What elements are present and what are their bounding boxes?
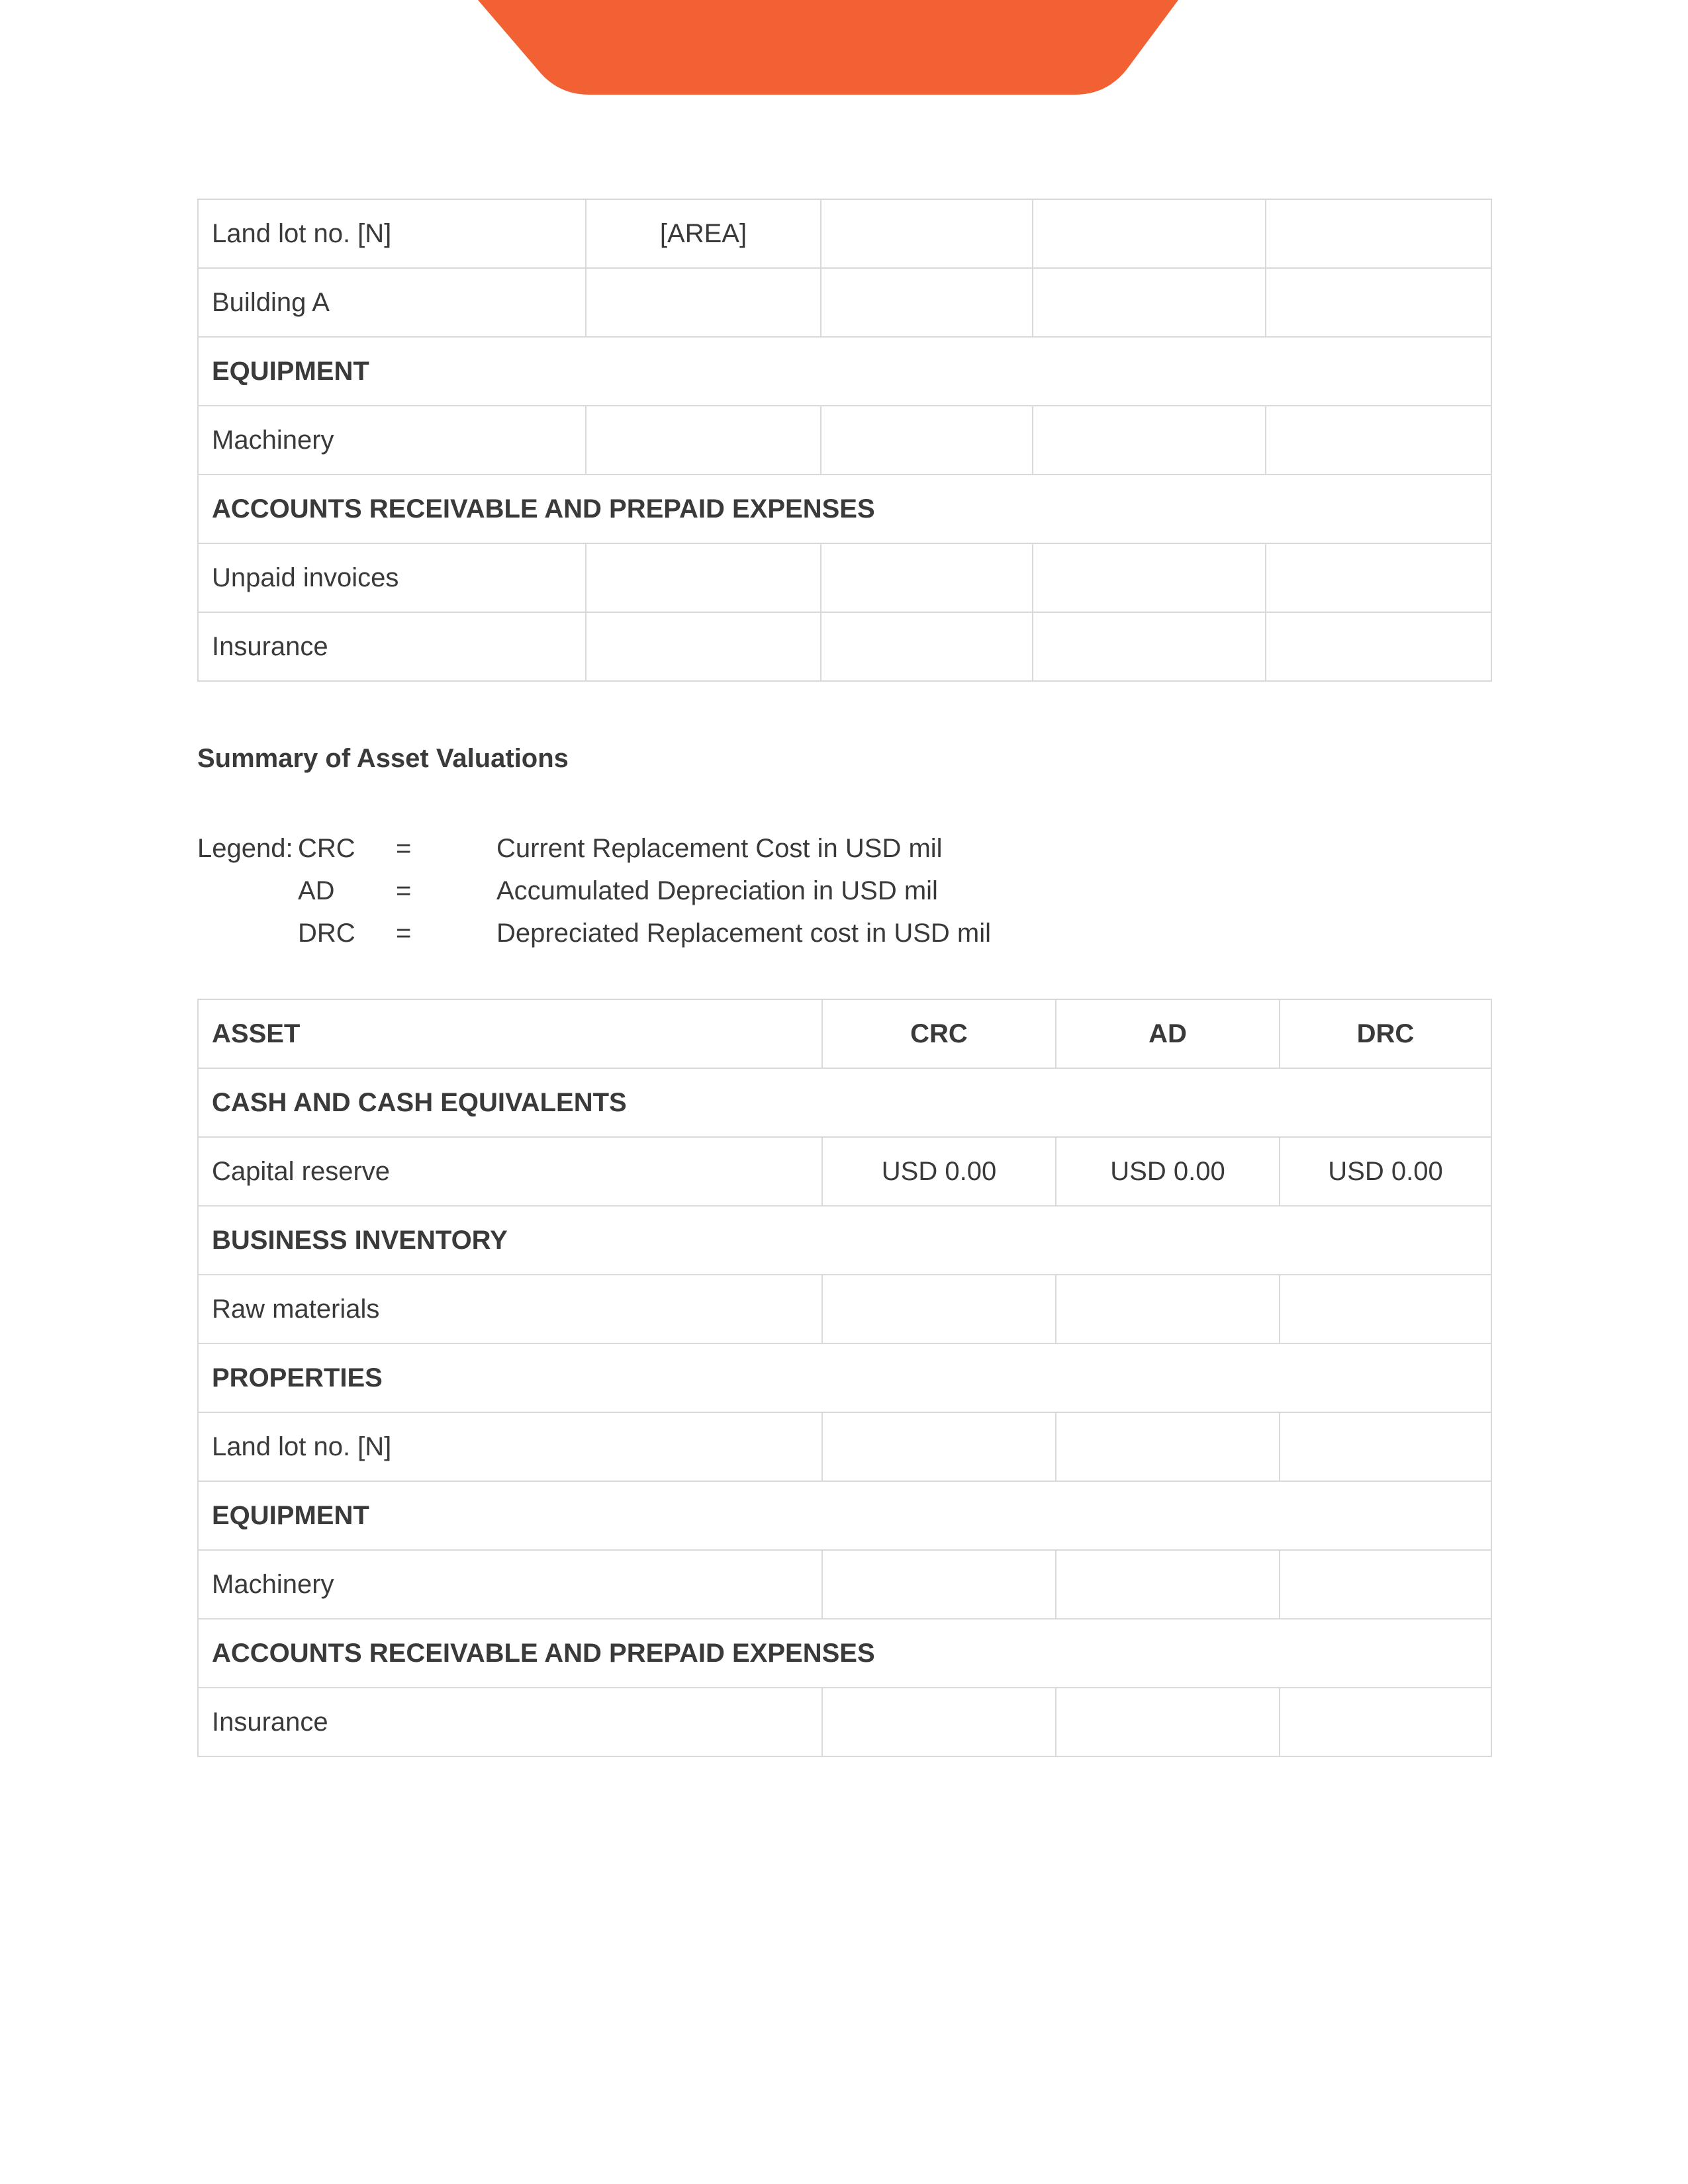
legend-equals: = (396, 919, 412, 948)
legend-row (197, 912, 1124, 954)
table-cell (1266, 268, 1491, 337)
legend-abbr: CRC (298, 834, 355, 863)
table-cell (1266, 543, 1491, 612)
asset-summary-table (197, 999, 1492, 1757)
table-row (198, 1137, 1491, 1206)
column-header-crc: CRC (822, 999, 1056, 1068)
legend-label: Legend: (197, 834, 293, 863)
table-cell: USD 0.00 (1056, 1137, 1280, 1206)
table-row (198, 543, 1491, 612)
column-header-ad: AD (1056, 999, 1280, 1068)
table-cell (1056, 1688, 1280, 1756)
legend-abbr: AD (298, 876, 335, 905)
section-header-row (198, 475, 1491, 543)
table-cell: Insurance (198, 612, 586, 681)
legend-description: Accumulated Depreciation in USD mil (496, 876, 938, 905)
table-cell: Machinery (198, 406, 586, 475)
table-header-row (198, 999, 1491, 1068)
table-cell (1280, 1275, 1491, 1343)
section-header-row (198, 337, 1491, 406)
table-row (198, 1412, 1491, 1481)
column-header-drc: DRC (1280, 999, 1491, 1068)
table-row (198, 406, 1491, 475)
legend-equals: = (396, 876, 412, 905)
table-cell (821, 612, 1033, 681)
table-cell (1056, 1550, 1280, 1619)
column-header-asset: ASSET (198, 999, 822, 1068)
legend (197, 827, 1124, 954)
section-header: EQUIPMENT (198, 337, 1491, 406)
summary-title: Summary of Asset Valuations (197, 744, 569, 773)
table-cell (586, 543, 821, 612)
table-cell (1033, 543, 1266, 612)
section-header: ACCOUNTS RECEIVABLE AND PREPAID EXPENSES (198, 1619, 1491, 1688)
legend-description: Current Replacement Cost in USD mil (496, 834, 943, 863)
table-cell (586, 612, 821, 681)
table-cell (1056, 1412, 1280, 1481)
table-cell (1266, 406, 1491, 475)
legend-row (197, 870, 1124, 912)
table-cell: [AREA] (586, 199, 821, 268)
table-cell: Land lot no. [N] (198, 199, 586, 268)
table-cell (1033, 268, 1266, 337)
table-cell (586, 268, 821, 337)
table-cell: USD 0.00 (1280, 1137, 1491, 1206)
table-cell: Capital reserve (198, 1137, 822, 1206)
table-row (198, 199, 1491, 268)
table-cell: Insurance (198, 1688, 822, 1756)
table-cell (1280, 1412, 1491, 1481)
table-cell: Machinery (198, 1550, 822, 1619)
table-row (198, 1275, 1491, 1343)
section-header-row (198, 1481, 1491, 1550)
section-header-row (198, 1343, 1491, 1412)
table-cell: Unpaid invoices (198, 543, 586, 612)
section-header: BUSINESS INVENTORY (198, 1206, 1491, 1275)
legend-row (197, 827, 1124, 870)
table-cell: Raw materials (198, 1275, 822, 1343)
table-row (198, 268, 1491, 337)
table-cell (1033, 199, 1266, 268)
section-header-row (198, 1619, 1491, 1688)
section-header: ACCOUNTS RECEIVABLE AND PREPAID EXPENSES (198, 475, 1491, 543)
table-cell (821, 268, 1033, 337)
table-cell (1033, 406, 1266, 475)
asset-detail-table (197, 199, 1492, 682)
table-cell (586, 406, 821, 475)
legend-description: Depreciated Replacement cost in USD mil (496, 919, 991, 948)
section-header: CASH AND CASH EQUIVALENTS (198, 1068, 1491, 1137)
section-header: PROPERTIES (198, 1343, 1491, 1412)
header-banner-shape (0, 0, 1688, 99)
table-row (198, 612, 1491, 681)
table-cell (1280, 1550, 1491, 1619)
section-header-row (198, 1206, 1491, 1275)
table-cell (1280, 1688, 1491, 1756)
legend-abbr: DRC (298, 919, 355, 948)
table-cell: USD 0.00 (822, 1137, 1056, 1206)
table-cell (822, 1275, 1056, 1343)
table-cell (1033, 612, 1266, 681)
table-cell (821, 543, 1033, 612)
table-cell: Land lot no. [N] (198, 1412, 822, 1481)
table-cell (821, 406, 1033, 475)
section-header: EQUIPMENT (198, 1481, 1491, 1550)
legend-equals: = (396, 834, 412, 863)
table-row (198, 1688, 1491, 1756)
table-cell (1266, 612, 1491, 681)
table-cell (1056, 1275, 1280, 1343)
table-row (198, 1550, 1491, 1619)
table-cell: Building A (198, 268, 586, 337)
section-header-row (198, 1068, 1491, 1137)
table-cell (822, 1412, 1056, 1481)
table-cell (822, 1688, 1056, 1756)
table-cell (822, 1550, 1056, 1619)
table-cell (1266, 199, 1491, 268)
table-cell (821, 199, 1033, 268)
